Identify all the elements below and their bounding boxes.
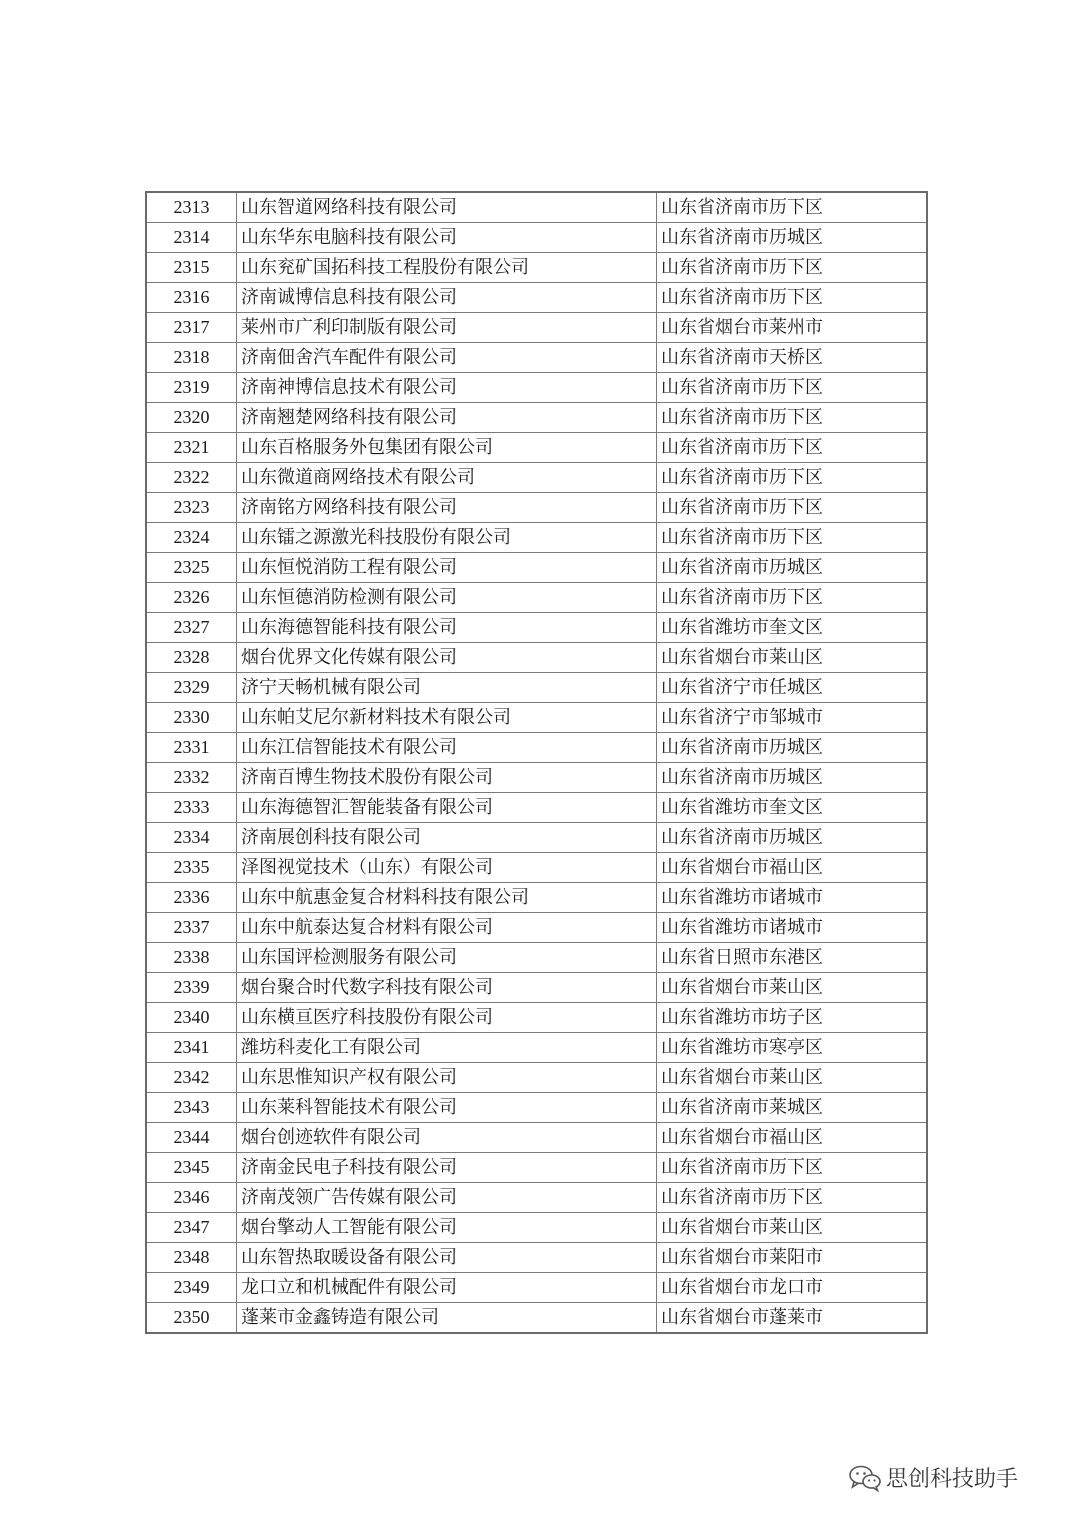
company-name-cell: 烟台聚合时代数字科技有限公司	[237, 973, 657, 1003]
company-name-cell: 山东江信智能技术有限公司	[237, 733, 657, 763]
company-name-cell: 山东国评检测服务有限公司	[237, 943, 657, 973]
row-number-cell: 2330	[146, 703, 237, 733]
company-name-cell: 山东智道网络科技有限公司	[237, 192, 657, 223]
row-number-cell: 2314	[146, 223, 237, 253]
table-row	[146, 523, 927, 553]
company-name-cell: 济南神博信息技术有限公司	[237, 373, 657, 403]
table-row	[146, 463, 927, 493]
location-cell: 山东省济南市历下区	[657, 433, 928, 463]
row-number-cell: 2322	[146, 463, 237, 493]
company-name-cell: 山东兖矿国拓科技工程股份有限公司	[237, 253, 657, 283]
table-row	[146, 192, 927, 223]
table-row	[146, 283, 927, 313]
row-number-cell: 2315	[146, 253, 237, 283]
row-number-cell: 2316	[146, 283, 237, 313]
company-name-cell: 烟台创迹软件有限公司	[237, 1123, 657, 1153]
table-row	[146, 1183, 927, 1213]
table-row	[146, 1123, 927, 1153]
row-number-cell: 2344	[146, 1123, 237, 1153]
location-cell: 山东省济南市历下区	[657, 523, 928, 553]
company-list-table	[145, 191, 928, 1334]
location-cell: 山东省烟台市龙口市	[657, 1273, 928, 1303]
row-number-cell: 2347	[146, 1213, 237, 1243]
row-number-cell: 2349	[146, 1273, 237, 1303]
company-name-cell: 济南翘楚网络科技有限公司	[237, 403, 657, 433]
row-number-cell: 2341	[146, 1033, 237, 1063]
company-name-cell: 山东横亘医疗科技股份有限公司	[237, 1003, 657, 1033]
location-cell: 山东省济南市历下区	[657, 283, 928, 313]
location-cell: 山东省济南市历城区	[657, 763, 928, 793]
company-name-cell: 济南佃舍汽车配件有限公司	[237, 343, 657, 373]
row-number-cell: 2342	[146, 1063, 237, 1093]
location-cell: 山东省烟台市莱山区	[657, 1213, 928, 1243]
company-list-body	[146, 192, 927, 1333]
watermark	[848, 1462, 1018, 1493]
row-number-cell: 2333	[146, 793, 237, 823]
table-row	[146, 613, 927, 643]
company-name-cell: 济南百博生物技术股份有限公司	[237, 763, 657, 793]
location-cell: 山东省济南市历城区	[657, 823, 928, 853]
location-cell: 山东省烟台市福山区	[657, 853, 928, 883]
table-row	[146, 223, 927, 253]
table-row	[146, 853, 927, 883]
company-name-cell: 山东中航泰达复合材料有限公司	[237, 913, 657, 943]
location-cell: 山东省济南市历下区	[657, 403, 928, 433]
location-cell: 山东省济南市历下区	[657, 373, 928, 403]
table-row	[146, 793, 927, 823]
company-name-cell: 济南展创科技有限公司	[237, 823, 657, 853]
company-name-cell: 山东华东电脑科技有限公司	[237, 223, 657, 253]
table-row	[146, 313, 927, 343]
row-number-cell: 2336	[146, 883, 237, 913]
location-cell: 山东省烟台市蓬莱市	[657, 1303, 928, 1334]
row-number-cell: 2337	[146, 913, 237, 943]
table-row	[146, 553, 927, 583]
table-row	[146, 1273, 927, 1303]
row-number-cell: 2321	[146, 433, 237, 463]
row-number-cell: 2343	[146, 1093, 237, 1123]
location-cell: 山东省济宁市任城区	[657, 673, 928, 703]
table-row	[146, 823, 927, 853]
location-cell: 山东省潍坊市坊子区	[657, 1003, 928, 1033]
table-row	[146, 943, 927, 973]
wechat-icon	[848, 1464, 882, 1492]
row-number-cell: 2323	[146, 493, 237, 523]
company-name-cell: 山东微道商网络技术有限公司	[237, 463, 657, 493]
row-number-cell: 2326	[146, 583, 237, 613]
table-row	[146, 703, 927, 733]
company-name-cell: 山东恒悦消防工程有限公司	[237, 553, 657, 583]
company-name-cell: 山东百格服务外包集团有限公司	[237, 433, 657, 463]
row-number-cell: 2339	[146, 973, 237, 1003]
table-row	[146, 1003, 927, 1033]
table-row	[146, 913, 927, 943]
location-cell: 山东省济南市历城区	[657, 553, 928, 583]
location-cell: 山东省烟台市莱山区	[657, 1063, 928, 1093]
row-number-cell: 2334	[146, 823, 237, 853]
location-cell: 山东省烟台市莱阳市	[657, 1243, 928, 1273]
location-cell: 山东省潍坊市诸城市	[657, 913, 928, 943]
row-number-cell: 2313	[146, 192, 237, 223]
table-row	[146, 1213, 927, 1243]
table-row	[146, 583, 927, 613]
table-row	[146, 403, 927, 433]
company-name-cell: 济南铭方网络科技有限公司	[237, 493, 657, 523]
company-name-cell: 山东海德智汇智能装备有限公司	[237, 793, 657, 823]
location-cell: 山东省济南市历城区	[657, 733, 928, 763]
company-name-cell: 莱州市广利印制版有限公司	[237, 313, 657, 343]
location-cell: 山东省济南市莱城区	[657, 1093, 928, 1123]
row-number-cell: 2332	[146, 763, 237, 793]
row-number-cell: 2327	[146, 613, 237, 643]
company-name-cell: 山东莱科智能技术有限公司	[237, 1093, 657, 1123]
table-row	[146, 733, 927, 763]
row-number-cell: 2338	[146, 943, 237, 973]
company-name-cell: 济南金民电子科技有限公司	[237, 1153, 657, 1183]
row-number-cell: 2346	[146, 1183, 237, 1213]
company-name-cell: 潍坊科麦化工有限公司	[237, 1033, 657, 1063]
row-number-cell: 2325	[146, 553, 237, 583]
location-cell: 山东省济南市历下区	[657, 192, 928, 223]
location-cell: 山东省潍坊市奎文区	[657, 613, 928, 643]
location-cell: 山东省济南市历城区	[657, 223, 928, 253]
table-row	[146, 433, 927, 463]
table-row	[146, 883, 927, 913]
row-number-cell: 2324	[146, 523, 237, 553]
company-name-cell: 蓬莱市金鑫铸造有限公司	[237, 1303, 657, 1334]
row-number-cell: 2319	[146, 373, 237, 403]
watermark-text: 思创科技助手	[886, 1467, 1019, 1492]
table-row	[146, 973, 927, 1003]
table-row	[146, 253, 927, 283]
table-row	[146, 1303, 927, 1334]
company-name-cell: 山东帕艾尼尔新材料技术有限公司	[237, 703, 657, 733]
location-cell: 山东省济南市历下区	[657, 463, 928, 493]
row-number-cell: 2335	[146, 853, 237, 883]
row-number-cell: 2329	[146, 673, 237, 703]
company-name-cell: 山东镭之源激光科技股份有限公司	[237, 523, 657, 553]
row-number-cell: 2331	[146, 733, 237, 763]
table-row	[146, 1153, 927, 1183]
company-name-cell: 济南诚博信息科技有限公司	[237, 283, 657, 313]
company-name-cell: 烟台擎动人工智能有限公司	[237, 1213, 657, 1243]
location-cell: 山东省烟台市福山区	[657, 1123, 928, 1153]
row-number-cell: 2350	[146, 1303, 237, 1334]
location-cell: 山东省潍坊市诸城市	[657, 883, 928, 913]
table-row	[146, 373, 927, 403]
company-name-cell: 山东智热取暖设备有限公司	[237, 1243, 657, 1273]
table-row	[146, 1033, 927, 1063]
company-name-cell: 泽图视觉技术（山东）有限公司	[237, 853, 657, 883]
company-name-cell: 龙口立和机械配件有限公司	[237, 1273, 657, 1303]
location-cell: 山东省济南市历下区	[657, 493, 928, 523]
table-row	[146, 1063, 927, 1093]
table-row	[146, 493, 927, 523]
company-name-cell: 济宁天畅机械有限公司	[237, 673, 657, 703]
table-row	[146, 343, 927, 373]
company-name-cell: 山东恒德消防检测有限公司	[237, 583, 657, 613]
table-row	[146, 763, 927, 793]
location-cell: 山东省日照市东港区	[657, 943, 928, 973]
row-number-cell: 2348	[146, 1243, 237, 1273]
location-cell: 山东省济南市历下区	[657, 1153, 928, 1183]
location-cell: 山东省烟台市莱山区	[657, 643, 928, 673]
location-cell: 山东省济宁市邹城市	[657, 703, 928, 733]
table-row	[146, 673, 927, 703]
row-number-cell: 2318	[146, 343, 237, 373]
company-name-cell: 山东思惟知识产权有限公司	[237, 1063, 657, 1093]
row-number-cell: 2317	[146, 313, 237, 343]
company-name-cell: 山东中航惠金复合材料科技有限公司	[237, 883, 657, 913]
location-cell: 山东省烟台市莱州市	[657, 313, 928, 343]
table-row	[146, 1093, 927, 1123]
row-number-cell: 2328	[146, 643, 237, 673]
location-cell: 山东省潍坊市寒亭区	[657, 1033, 928, 1063]
table-row	[146, 1243, 927, 1273]
company-name-cell: 烟台优界文化传媒有限公司	[237, 643, 657, 673]
location-cell: 山东省潍坊市奎文区	[657, 793, 928, 823]
location-cell: 山东省烟台市莱山区	[657, 973, 928, 1003]
location-cell: 山东省济南市历下区	[657, 1183, 928, 1213]
row-number-cell: 2345	[146, 1153, 237, 1183]
company-name-cell: 山东海德智能科技有限公司	[237, 613, 657, 643]
row-number-cell: 2320	[146, 403, 237, 433]
company-name-cell: 济南茂领广告传媒有限公司	[237, 1183, 657, 1213]
location-cell: 山东省济南市天桥区	[657, 343, 928, 373]
table-row	[146, 643, 927, 673]
location-cell: 山东省济南市历下区	[657, 253, 928, 283]
location-cell: 山东省济南市历下区	[657, 583, 928, 613]
row-number-cell: 2340	[146, 1003, 237, 1033]
